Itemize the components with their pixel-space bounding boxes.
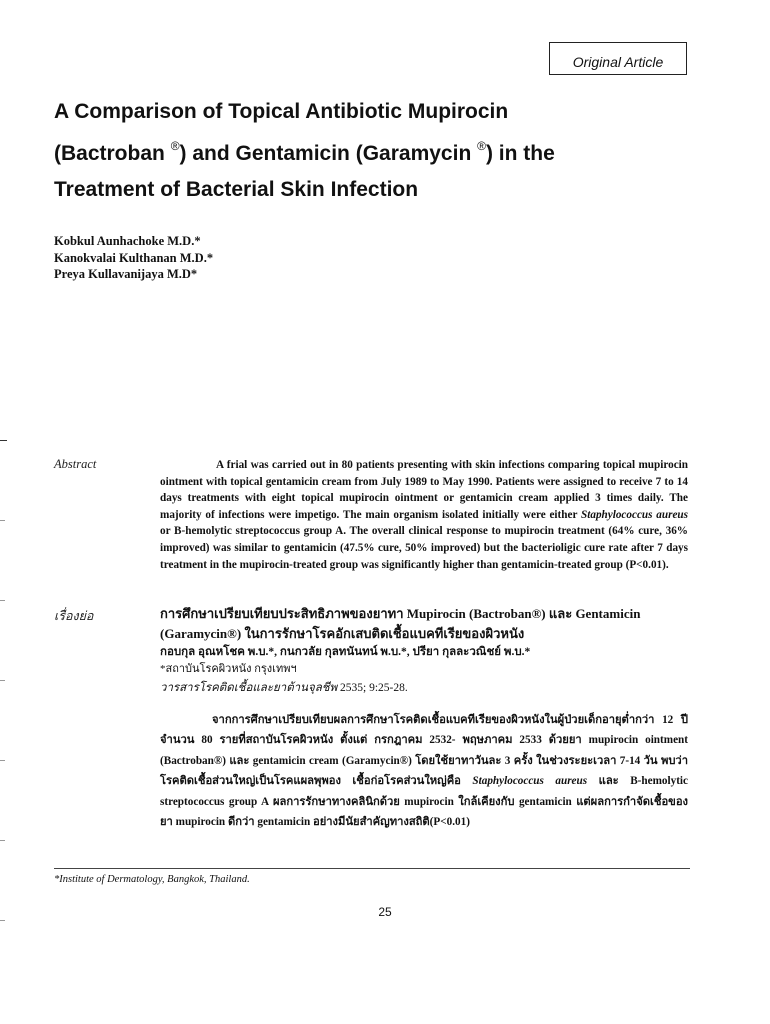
author-list xyxy=(54,233,213,283)
thai-summary-text: จากการศึกษาเปรียบเทียบผลการศึกษาโรคติดเชื้อแบคทีเรียของผิวหนังในผู้ป่วยเด็กอายุต่ำกว่า 12 ปี จำนวน 80 รายที่สถาบันโรคผิวหนัง ตั้งแต่ กรกฎาคม 2532- พฤษภาคม 2533 ด้วยยา mupirocin ointment (Bactroban®) และ gentamicin cream (Garamycin®) โดยใช้ยาทาวันละ 3 ครั้ง ในช่วงระยะเวลา 7-14 วัน พบว่าโรคติดเชื้อส่วนใหญ่เป็นโรคแผลพุพอง เชื้อก่อโรคส่วนใหญ่คือ Staphylococcus aureus และ B-hemolytic streptococcus group A ผลการรักษาทางคลินิกด้วย mupirocin ใกล้เคียงกับ gentamicin แต่ผลการกำจัดเชื้อของยา mupirocin ดีกว่า gentamicin อย่างมีนัยสำคัญทางสถิติ(P<0.01) xyxy=(160,714,688,829)
article-title xyxy=(54,94,694,208)
scan-margin-mark xyxy=(0,920,5,921)
scan-margin-mark xyxy=(0,840,5,841)
scan-margin-mark xyxy=(0,520,5,521)
organism-name: Staphylococcus aureus xyxy=(472,775,588,788)
thai-affiliation: *สถาบันโรคผิวหนัง กรุงเทพฯ xyxy=(160,663,297,675)
page-number: 25 xyxy=(378,905,392,919)
organism-name: Staphylococcus aureus xyxy=(581,508,688,521)
article-type-badge: Original Article xyxy=(549,42,687,75)
thai-title: การศึกษาเปรียบเทียบประสิทธิภาพของยาทา Mupirocin (Bactroban®) และ Gentamicin (Garamycin®) ในการรักษาโรคอักเสบติดเชื้อแบคทีเรียของผิวหนัง xyxy=(160,606,641,641)
thai-journal-citation: วารสารโรคติดเชื้อและยาต้านจุลชีพ 2535; 9:25-28. xyxy=(160,682,408,694)
scan-margin-mark xyxy=(0,600,5,601)
scan-margin-mark xyxy=(0,440,7,441)
title-line-2: (Bactroban ®) and Gentamicin (Garamycin ®) in the xyxy=(54,139,555,165)
footnote-divider xyxy=(54,868,690,869)
scan-margin-mark xyxy=(0,760,5,761)
abstract-label: Abstract xyxy=(54,457,97,471)
author-name: Kobkul Aunhachoke M.D.* xyxy=(54,234,201,248)
thai-summary-label: เรื่องย่อ xyxy=(54,609,94,623)
scan-margin-mark xyxy=(0,680,5,681)
footnote: *Institute of Dermatology, Bangkok, Thailand. xyxy=(54,874,250,885)
author-name: Kanokvalai Kulthanan M.D.* xyxy=(54,250,214,265)
title-line-3: Treatment of Bacterial Skin Infection xyxy=(54,178,419,201)
abstract-text: A frial was carried out in 80 patients presenting with skin infections comparing topical mupirocin ointment with topical gentamicin cream from July 1989 to May 1990. Patients were assigned to receive 7 to 14 days treatments with eight topical mupirocin ointment or gentamicin cream applied 3 times daily. The majority of infections were impetigo. The main organism isolated initially were either Staphylococcus aureus or B-hemolytic streptococcus group A. The overall clinical response to mupirocin treatment (64% cure, 36% improved) was similar to gentamicin (47.5% cure, 50% improved) but the bacterioligic cure rate after 7 days treatment in the mupirocin-treated group was significantly higher than gentamicin-treated group (P<0.01). xyxy=(160,459,688,571)
title-line-1: A Comparison of Topical Antibiotic Mupirocin xyxy=(54,100,509,123)
author-name: Preya Kullavanijaya M.D* xyxy=(54,267,198,281)
registered-mark: ® xyxy=(170,139,180,153)
thai-authors: กอบกุล อุณหโชค พ.บ.*, กนกวลัย กุลทนันทน์ พ.บ.*, ปรียา กุลละวณิชย์ พ.บ.* xyxy=(160,646,531,658)
thai-summary-block xyxy=(160,604,688,832)
registered-mark: ® xyxy=(477,139,486,153)
